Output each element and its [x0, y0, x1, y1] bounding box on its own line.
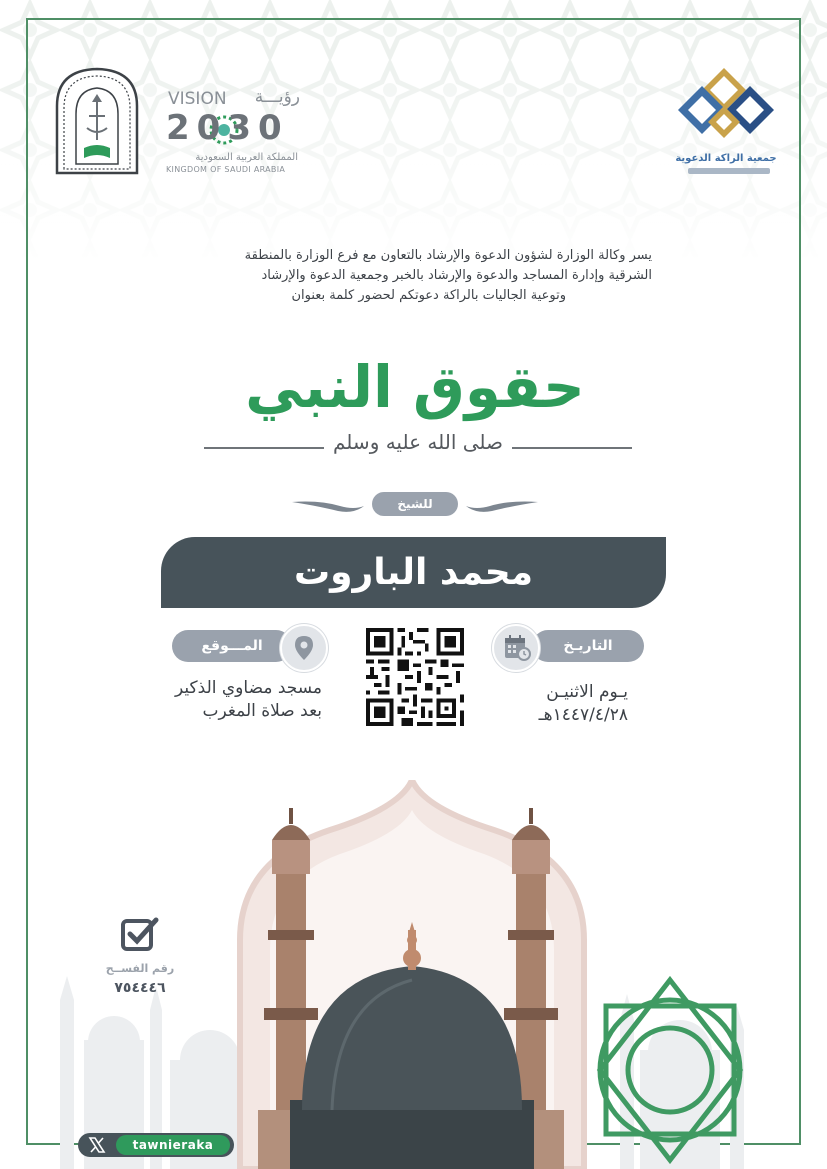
raka-org-name: جمعية الراكة الدعوية [675, 153, 777, 164]
date-label: التاريـخ [532, 630, 644, 662]
location-icon-circle [280, 624, 328, 672]
intro-line: يسر وكالة الوزارة لشؤون الدعوة والإرشاد بالتعاون مع فرع الوزارة بالمنطقة [244, 248, 652, 263]
location-label: المـــوقع [172, 630, 292, 662]
permit-label: رقم الفســح [105, 962, 175, 975]
ministry-logo-icon [54, 66, 140, 176]
lecture-subtitle-row [204, 428, 632, 456]
vision-arabic-label: رؤيـــة [254, 87, 300, 107]
intro-line: الشرقية وإدارة المساجد والدعوة والإرشاد بالخبر وجمعية الدعوة والإرشاد [261, 268, 652, 283]
date-icon-circle [492, 624, 540, 672]
vision-kingdom-ar: المملكة العربية السعودية [195, 152, 298, 163]
intro-paragraph [170, 246, 652, 306]
permit-number: ٧٥٤٤٤٦ [114, 980, 166, 996]
speaker-name: محمد الباروت [161, 537, 666, 608]
lecture-subtitle: صلى الله عليه وسلم [324, 428, 512, 456]
vision-kingdom-en: KINGDOM OF SAUDI ARABIA [166, 165, 286, 174]
location-line: بعد صلاة المغرب [202, 701, 322, 721]
qr-code[interactable] [366, 628, 464, 726]
vision-year: 2030 [166, 108, 289, 148]
date-line: يـوم الاثنيـن [546, 682, 628, 702]
vision-label: VISION [168, 89, 227, 109]
raka-logo-icon [676, 66, 776, 156]
lecture-title: حقوق النبي [245, 353, 585, 421]
calendar-clock-icon [503, 634, 531, 662]
social-handle[interactable]: tawnieraka [116, 1135, 230, 1155]
location-details [120, 677, 322, 723]
speaker-prefix: للشيخ [372, 492, 458, 516]
ornament-left-icon [290, 496, 366, 516]
intro-line: وتوعية الجاليات بالراكة دعوتكم لحضور كلمة بعنوان [291, 288, 566, 303]
ornament-right-icon [464, 496, 540, 516]
location-pin-icon [294, 635, 314, 661]
x-twitter-icon[interactable] [88, 1136, 106, 1154]
raka-tagline-bar [688, 168, 770, 174]
location-line: مسجد مضاوي الذكير [175, 678, 322, 698]
checkbox-icon [120, 916, 160, 952]
date-line: ١٤٤٧/٤/٢٨هـ [538, 705, 628, 725]
date-details [500, 681, 628, 727]
